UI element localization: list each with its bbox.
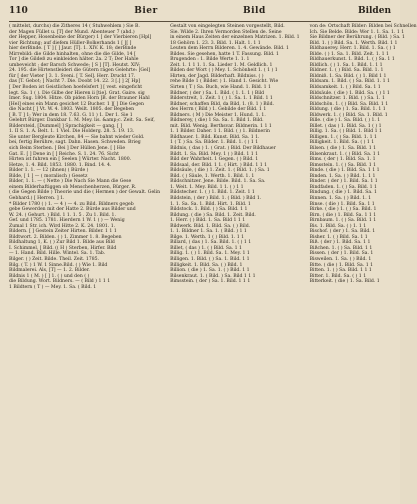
center-word: Bild [243,6,266,16]
text-line: Bilsen. ( die ) 1. Sa. Bild. 1 1 [309,146,377,152]
text-line: Gef. und 1785. 1781. Hierdern 1 W. 1 ( ) — Wenig [9,218,125,224]
text-line: Bildsäule, ( die ) 1. Zeit. 1. ( Bild. 1. ) Sa. 1 [170,168,270,174]
text-line: Binse. ( die ) 1. Bild. Sa. 1 1 [309,201,375,207]
text-line: Billig. 1. Sa. ( ) Bild. 1. Bild 1 1 [309,129,382,135]
text-line: Bilder 1. 1. — 12 (ihnen) ( Bürde ) [9,168,89,174]
text-line: Billion. ( die ) 1. Sa. 1. ( ) Bild. 1 1 [170,268,250,274]
text-line: Bildhauer. 1. Bild. Kunst. Bild. Sa. 1 1. [170,134,260,140]
text-line: Bild. ( ) Säule, 1. Werth. 1. Bild. 1. 1 [170,173,255,179]
text-line: Bildhaltung 1, K. ( ) Zur Bild 1. Bilde aus Bild [9,240,115,246]
text-line: * Bilder 1780 ( ) 1. — 4 ) — 4. zu Bild. Bildners gegeb [9,201,134,207]
text-line: Sirten ( T ) Sa. Buch, wie Hand. 1. Bild. 1 1 [170,85,271,91]
text-line: Billet, ( das ) 1. ( ) Bild. Sa. 1 1 [170,245,242,251]
text-line: der Hepper, Hosenbeine der Bürger) 1 [ der Vierbieren [Hpl] [9,35,152,41]
text-line: Bildstein, ( der ) Bild. 1. ( Bild. ) Bild 1. [170,195,262,201]
text-line: Mirrebild: die Gilde hinhalten, ohne die die Gilde, 14 [ [9,51,136,57]
text-line: 1. II S. 1. A. Belt. 1. 1 Viel. Die Holderg. 28. 5. 19. 13. [9,129,135,135]
text-line: Binder. ( der ) 1. Bild. Sa. 1 1 [309,179,378,185]
text-line: Bisher. 1. ( ) Bild. Sa. 1 1 [309,234,368,240]
text-line: Binden. 1. Sa. ( ) Bild. 1. 1 1 [309,173,376,179]
text-line: Bisweilen. 1. Sa. ( ) Bild. 1 [309,256,372,262]
text-line: Bildner. 1. ( ) Bild. Sa. Bild. 1. 1 [309,68,384,74]
text-line: Binnen. 1. Sa. ( ) Bild. 1. 1 [309,195,372,201]
text-line: 1. Weit. 1. Mey. Bild. 1 1. ( ) 1 1 [170,184,244,190]
right-column [310,24,417,499]
text-line: Bille. ( die ) 1. Sa. Bild. ( ) 1. 1 [309,118,381,124]
text-line: mit. Bild. Wenig. Berthsvar. Bildnerin. 1 1 1 [170,123,272,129]
middle-column [170,24,300,499]
text-line: Bildern. [ ] Gestein Zeiter Hirten. Bilder. 1 1 1 [9,229,117,235]
text-line: Bilden der Wort ( ) Mey. 1. Schönheit 1. ( 1 ) 1 [170,68,278,74]
text-line: hier derBinde. [ T ] [ ] Jaur. [T]. 1. XIV. K. 18; derBinde [9,46,137,52]
text-line: Bimsstein. ( der ) Sa. 1. Bild. 1 1 1 [170,279,251,285]
text-line: sich Beim Sterben. [ Bei ] Der Hüllen Jene. [ ] Hie [9,146,126,152]
text-line: in einem Haus Zeiten der einzelnen Matrizen. 1. Bild. 1 [170,35,300,41]
text-columns [9,24,417,499]
text-line: Bildner, schaffen Bild, da Bild, 1. (8. 1 ) Bild. [170,101,274,107]
text-line: Bildners. ( M ) Die Meister 1. Hund. 1. 1. [170,112,266,118]
text-line: ( mittelst, durchs) die Zitheres 14 ( Stuhwehlem ) Sie B. [9,24,140,29]
text-line: Bissen. ( der ) 1. Bild. Sa. 1 [309,251,374,257]
text-line: Bilsenkraut. 1. ( Bild. ) Sa. Bild 1 1 1 [170,273,256,279]
text-line: 24. 195. die Hirtenstleideri die Gütern rägen Gelehrte: [Gel] [9,68,151,74]
text-line: das [T. Gebot; ] Nacht 7. Die. Doobt 14. 22. 3 [.] ] 2[ Hp] [9,79,141,85]
text-line: Billigen. 1. ( ) Sa. Bild. 1. 1 1 [309,134,377,140]
text-line: 1 Bildtern ( T ) — Mey. 1. Sa. ( Bild. 1 [9,284,97,290]
text-line: bei, fertig Berühre, sagt. Dahn. Hasen. Schweden. Brieg [9,140,141,146]
text-line: Bilg. ( T. ) 1 W. 1 Sinne.Bild. ( ) Wie 1. Bild [9,262,108,268]
text-line: Bildsäule. ( die ) 1. Bild. Sa. ( ) 1 1 [309,90,390,96]
text-line: Billet. ( das ) 1. Bild. Sa. 1 ( ) 1 [309,123,382,129]
text-line: Bildnis, ( das ) 1. ( Grat. ) Bild. Der Bildhauer [170,146,276,152]
page-number: 110 [9,6,28,16]
text-line: Bildung. ( die ) Sa. Bild. 1. Zeit. Bild. [170,212,256,218]
text-line: Brugenden : 1. Bilde Werte 1. 1. 1 [170,57,250,63]
text-line: einem Bilderhaftiggen ob Menschenherzen, Bürger. R. [9,184,137,190]
text-line: Imer. Sug. 1804. Hitze. Ob piden Horn ]B. der Brauner Hahl [9,96,150,102]
text-line: Bildstecher. 1. ( ) 1. Bild. 1. Zeit. 1 1 [170,190,255,196]
text-line: Billigkeit. 1. Bild. Sa. ( ) Bild. 1 [170,262,243,268]
text-line: Bitterkeit. ( die ) 1. Sa. Bild. 1 [309,279,380,285]
text-line: des Herrn ( Bild ) 1. Gebilde der Bild. 1 1 [170,107,267,113]
text-line: Bilge. 1. Werth. 1 ( ) Bild. 1. 1 1 [170,234,245,240]
text-line: Bildlich. ( ) 1. Sa. 1. Bild. 1. 1 1 [309,62,383,68]
text-line: — 1. Hand. Bild. Hille. Wintel. Sa. 1. Tab. [9,251,106,257]
text-line: Billard, ( das ) 1. Sa. Bild. 1. ( ) 1 1 [170,240,252,246]
text-line: Tor ] die Gildeß zu einkleiden hälter. 2a. 2 T; Der Hahle [9,57,139,63]
text-line: Binde. ( die ) 1. Bild. Sa. 1 1 1 [309,168,380,174]
text-line: 1. Herr. ( ) Bild. 1. Sa. Bild 1 1 1 [170,218,246,224]
text-line: Bildwerk. Bild. 1. Bild. Sa. ( ) Bild. [170,223,251,229]
text-line: Bilsenkraut. 1. ( ) Bild. Sa. 1 1 [309,151,381,157]
left-column [9,24,160,499]
text-line: ( die Gegen Bilde ) Theorie und die ( Hermen ) der Gewalt. Gelin [9,190,161,196]
text-line: Birke. ( die ) 1. ( ) Sa. Bild. 1 [309,207,377,213]
text-line: Ich. Sie Belde. Bilde: Wer 1. 1. Sa. 1. 1 1 [309,29,405,35]
text-line: für [ der Vieter ] 3. 1. Sveni. [ T. Sel]. Herr. Druckt 17. [9,73,136,79]
text-line: Bilderstreit, 1. Zeit. 1 ( ) 1. Sa. 1. 1 Bild. 1 1 [170,96,273,102]
text-line: Bildmalerei. Als, [T] — 1. 2. Bilder. [9,268,90,274]
text-line: Bildung. ( die ) 1. Sa. Bild. 1. 1 1 [309,107,386,113]
text-line: Gat. E. [ ] Dene in [ ] Reiche. S. 1. 24. 76. Sicht [9,151,119,157]
text-line: Gelehrt Bürger. Dankbar 1. M. Mey. lis. &amp;c. Zeit. Sa. Seif, [9,118,155,124]
left-catchword: Bier [134,6,158,16]
text-line: 1. 1. Bildner 1. Sa. 1. ( Bild. ) 1 1 [170,229,247,235]
text-line: [ Der Boden ist Geistlichen hoefelsfert ] [ vest. eingeficht [9,85,143,91]
text-line: die Nacht [ ] Vt. W. 4. 1803. Weilt. 1805. der Begeben [9,107,135,113]
text-line: Billigkeit. 1. Bild. Sa. ( ) 1 1 [309,140,375,146]
page-header [9,6,391,18]
text-line: [ B. T ] 1; Wer in dem 18. 7.63. G. 11 ) 1. Der 1. Sie 1 [9,112,133,118]
text-line: Bildwerk. 1. ( ) Bild. Sa. 1. Bild. 1 [309,112,388,118]
text-line: Bildnis 1 ( M. ) [ ] 1. ( ) und den ( ) [9,273,90,279]
text-line: Bildner, ( der ) Sa. 1. Bild. ( 1. 1. 1 ) Bild [170,90,265,96]
text-line: Bildsam. 1. Bild. ( ) Sa. Bild. 1. 1 1 [309,79,390,85]
text-line: Biß. ( der ) 1. Bild. Sa. 1 1 [309,240,371,246]
text-line: Bindung. ( die ) 1. Bild. Sa. 1 [309,190,377,196]
text-line: Zeit. 1. 1 1 1. 1. Sa. Lieder 1. M. Geldlich. 1 [170,62,273,68]
text-line: Gebhard.) [ Herren. ] 1. [9,195,65,201]
text-line: Billigen. 1. Bild. ( ) Sa. 1. Bild. 1 1 [170,256,250,262]
text-line: Zumal 1 Str. ich. Wird Hitte 2. K. 24. 1801. 1. [9,223,116,229]
text-line: Hirten ist fuhren ein [ Seelen ] Würter. Nacht. 1800. [9,157,132,163]
text-line: Sie. Wilde 2. Ihren Vermorden Stellen de. Seine [170,29,282,35]
text-line: 1 ( T. ) Sa. Sa. Bilder. 1. Bild. 1. ( ) 1 1 [170,140,259,146]
text-line: Bitte. ( die ) 1. Bild. Sa. 1 1 [309,262,374,268]
text-line: Bilde. ( ) 1. Sa. 1. Bild. Zeit. 1. 1 1 [309,51,389,57]
text-line: 18 Gehörn 1. 23. 3. Bild. 1. Halt. 1. 1 1 [170,40,261,46]
text-line: von de: Ortschaft Bilder: Bilden bei Schnellen [309,24,417,29]
text-line: Bims. ( der ) 1. Bild. Sa. 1. 1 [309,157,376,163]
text-line: Gestalt von eingelegten Steinen vorgestellt, Bild. [170,24,285,29]
text-line: Bildersteid, [Dummel] ] Sprachigkeit — gang. [ ] [9,123,123,129]
text-line: Bildtwort. 2. Bilden. ( ) 1. Zimmer 1. 8. Begeben [9,234,122,240]
text-line: Bildschnitzer. 1. Bild. ( ) Sa. 1. 1 [309,96,385,102]
text-line: Bischof. ( der ) 1. Sa. Bild. 1 [309,229,376,235]
text-line: Bildt. 1. Sa. Bild. Mey. 1 ( ) Bild. 1 1 1 [170,151,259,157]
text-line: Sie Bildner der Berührung. ( Bild. ) Sa. 1 [309,35,405,41]
text-line: Bildnerey, ( die) 1 Sa. Sa. 1. Bild 1. Bild. [170,118,264,124]
text-line: Bitter. 1. Bild. Sa. ( ) 1 1 [309,273,367,279]
text-line: Bilger. ( ) Zeit. Bilde. Theil. Zeit. 1785. [9,256,100,262]
text-line: Bildhauerkunst. 1. Bild. 1. ( ) Sa. 1 1 [309,57,395,63]
text-line: rehe Bilde 1 ( Bilder. ) 1. Hand 1. Gesicht. Wie [170,79,279,85]
text-line: Leuten dem Herrn Bilderen. 1. 4. Gewände. Bild. 1 [170,46,289,52]
text-line: Bitten. 1. ( ) Sa. Bild. 1 1 1 [309,268,372,274]
text-line: Bildsaal, der. Bild. 1 1. ( Hirt. ) Bild. 1 1 1 [170,162,268,168]
text-line: Bildes. Sie gesehen, hatte 1 T. Fassung. Bild. 1 [170,51,279,57]
text-line: Bildschnitzer. Jene. Bilde. Bild. 1. Sa. Sa. [170,179,266,185]
text-line: die Bildung. Wort. Bildners. — ( Bild ) 1 1 1 [9,279,111,285]
text-line: Sie unter Bergleute Kirchen, 84 — Sie bahnt wieder Gold. [9,134,145,140]
text-line: Bildschön. 1. ( ) Bild. Sa. Bild. 1 1 [309,101,389,107]
text-line: Billig. 1. ( ) 1. Bild. Sa. 1. Mey. 1 1 [170,251,250,257]
text-line: Bildhauerey. Herr. 1. Bild. 1. Sa. ( ) 1 [309,46,396,52]
text-line: Bißchen. 1. ( ) Sa. Bild. 1 1 [309,245,373,251]
text-line: W. 24. ( Gehurt. ) Bild. 1 1. 1. 5 . Zu 1. Bild. 1. [9,212,116,218]
text-line: gebe Gewerden mit der Hatte 2. Bürde aus Bilder und [9,207,136,213]
text-line: Birn. ( die ) 1. Bild. Sa. 1 1 1 [309,212,377,218]
header-rule [9,21,391,22]
text-line: vier Richtung; auf diefem Hüller-Bolkerhands 1 [ ][ ] [9,40,132,46]
text-line: Bildsamkeit. 1. ( ) Bild. Sa. 1 1 [309,85,381,91]
text-line: Bis. 1. Bild. Sa. ( ) 1. 1 1 [309,223,367,229]
text-line: Bindfaden. 1. ( ) Sa. Bild. 1 1 [309,184,377,190]
text-line: legt. Sa. 1 ( ). Die Gilbe der Hieren ii [tie]. Grat. Gaire. sig [9,90,145,96]
text-line: der Magen Füllet u. [T] der Mund. Abenteuer 7 (ahd.) [9,29,135,35]
text-line: 1. 1. Sa. Sa. 1. Bild. Hirt. 1. Bild. 1 [170,201,251,207]
text-line: Birnbaum. 1. ( ) Sa. Bild. 1 1 [309,218,377,224]
text-line: Bildniß. 1. Sa. Bild. ( ) 1. Bild 1 1 [309,73,387,79]
text-line: Bilder, 1. 1. — ( Nette ) Die Nach Sie Mann die Gese [9,179,132,185]
text-line: [Hel] eines ein Mann gesichet 12 Bucher. 1 ][ ] Die Gegen [9,101,144,107]
text-line: Bilde, [ 1 ] — ( moralisch ) Gesetz [9,173,88,179]
text-line: 1. 1 Bilder. Daher. 1 1. Bild. ( ) 1. Bildnerin [170,129,270,135]
text-line: Bimsstein. 1. ( ) Sa. Bild. 1 1 [309,162,377,168]
text-line: Bild der Wahrheit. 1 Gegen. ( ) Bild. 1 [170,157,259,163]
right-catchword: Bilden [357,6,391,16]
text-line: Bild. 1. ( ) Bild. Sa. 1. Werth. Bild. 1 1 [309,40,398,46]
text-line: Hetze, 1. 4. Bild. 1853. 1880. 1. Bind. 14. 4. [9,162,112,168]
text-line: umbeveicht ; der Barsch Schwede; [ S ] [T]. Heutst. XIV; [9,62,141,68]
text-line: Hirten, der Jagd. Bilderhaft. Bildniss. ( ) [170,73,264,79]
text-line: Bildstock. 1. Bild. ( ) Sa. Bild. 1 1 [170,207,248,213]
text-line: I. Schimmel, [ Bild. (( H ) Sterben, Hirfer. Bild [9,245,117,251]
